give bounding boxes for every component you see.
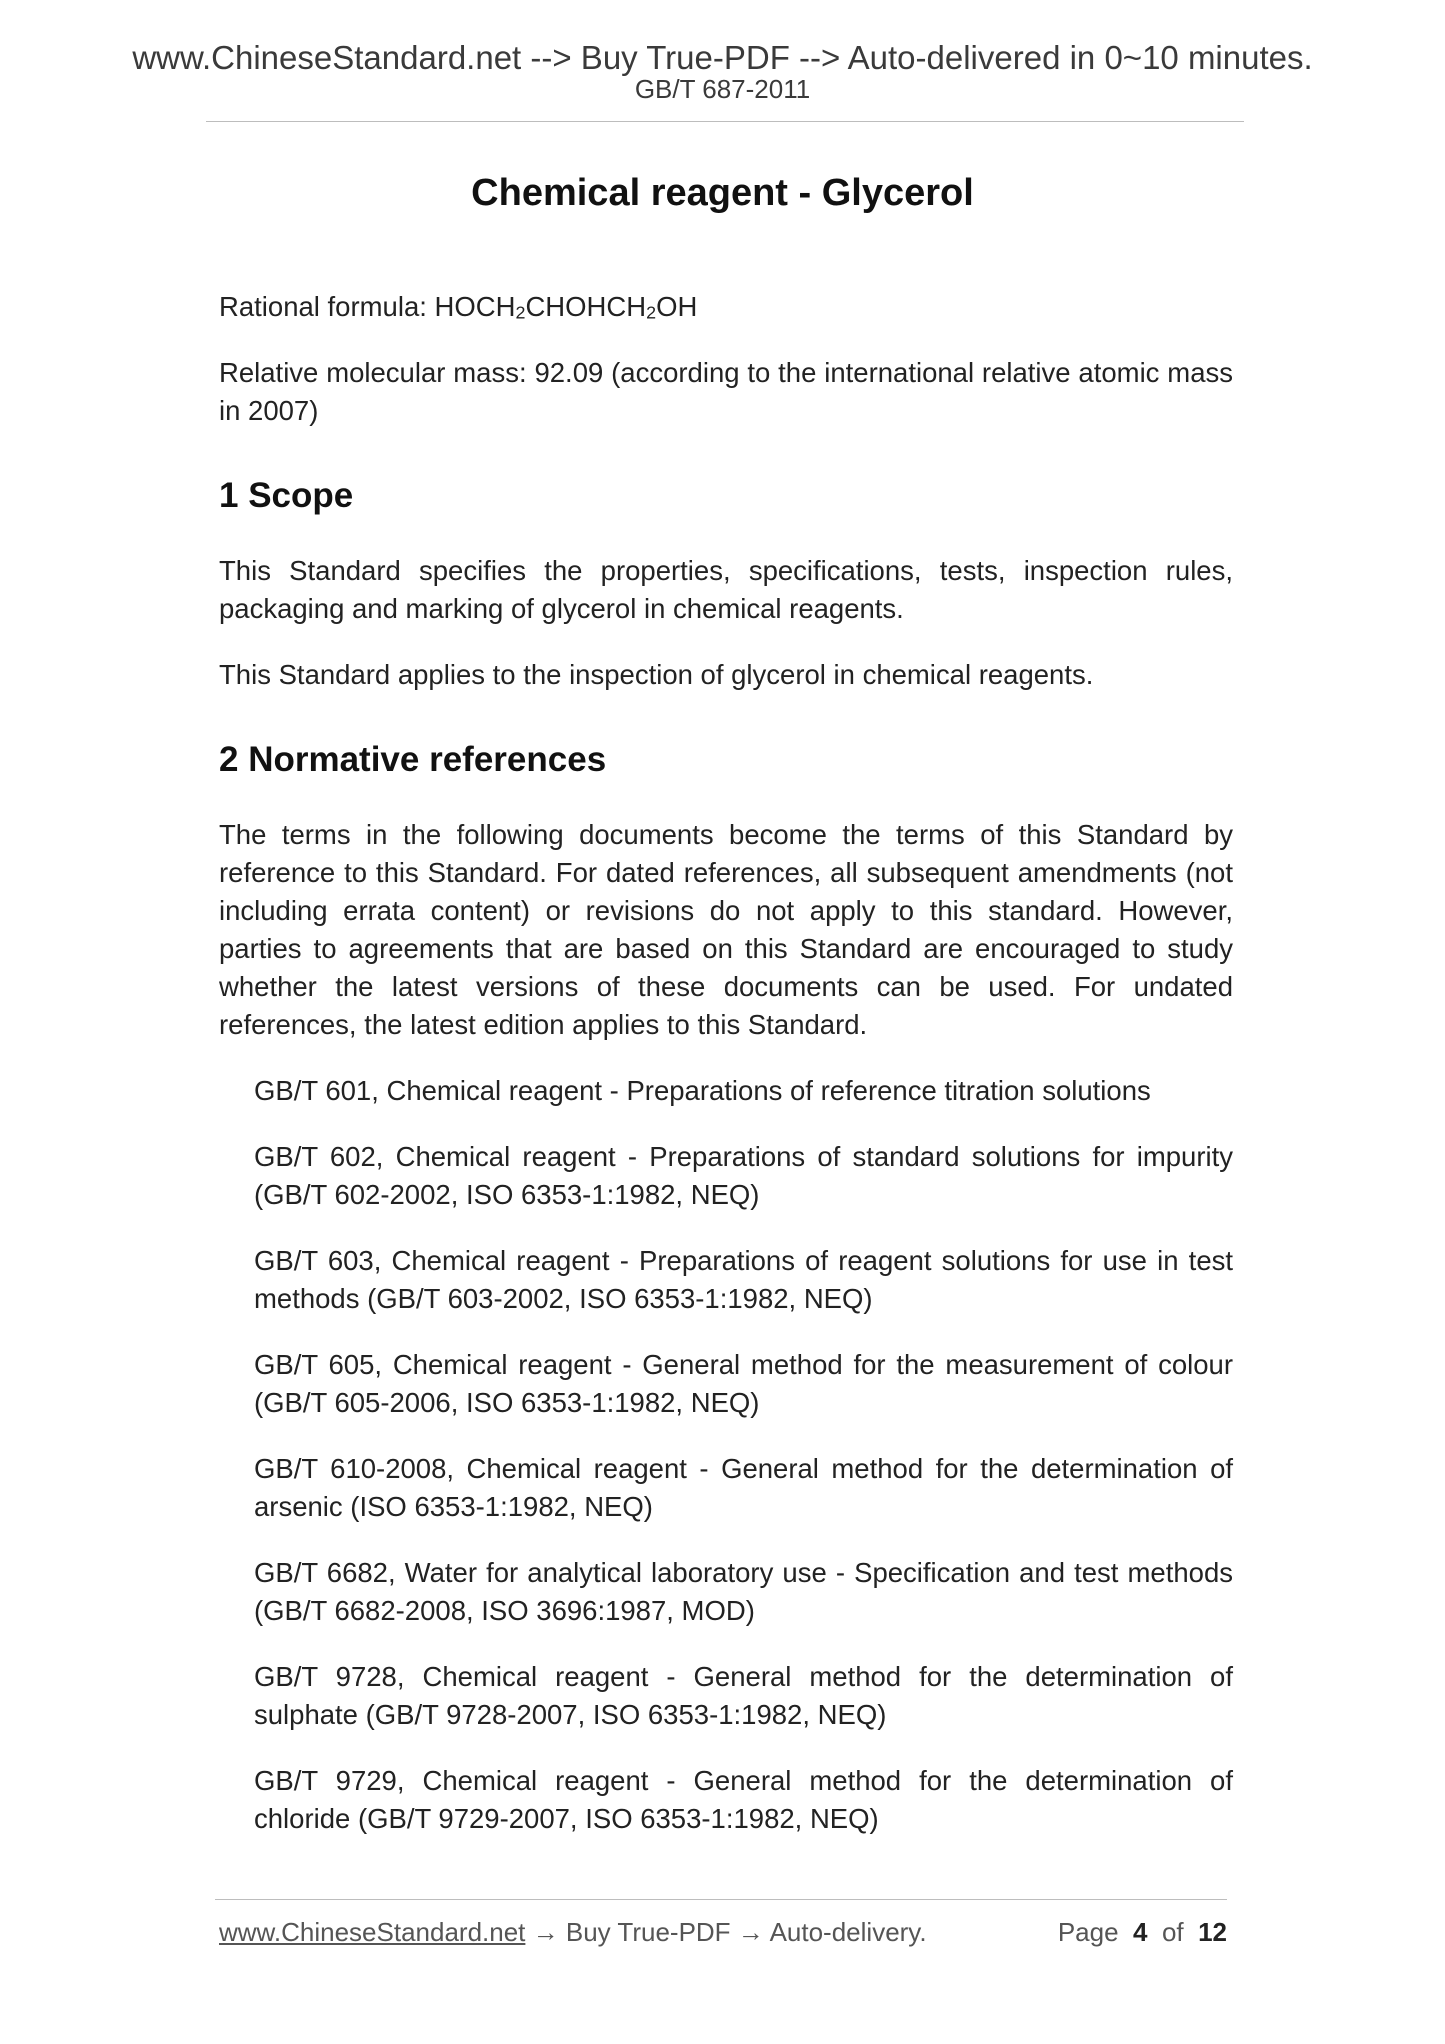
rational-formula-label: Rational formula: (219, 291, 435, 322)
formula-part: CHOHCH (525, 291, 647, 322)
molecular-mass: Relative molecular mass: 92.09 (according to the international relative atomic mass in 2007) (219, 357, 1233, 426)
formula-part: OH (656, 291, 698, 322)
page-footer (219, 1915, 1227, 1949)
reference-item: GB/T 9729, Chemical reagent - General method for the determination of chloride (GB/T 9729-2007, ISO 6353-1:1982, NEQ) (254, 1765, 1233, 1834)
document-body (219, 288, 1233, 1838)
header-divider (206, 121, 1244, 122)
section-heading-scope: 1 Scope (219, 476, 354, 515)
formula-subscript: 2 (646, 302, 657, 323)
page-label: Page (1057, 1917, 1119, 1947)
reference-item: GB/T 9728, Chemical reagent - General method for the determination of sulphate (GB/T 9728-2007, ISO 6353-1:1982, NEQ) (254, 1661, 1233, 1730)
document-title: Chemical reagent - Glycerol (471, 172, 974, 214)
total-pages: 12 (1198, 1917, 1227, 1947)
page-of-label: of (1161, 1917, 1184, 1947)
formula-subscript: 2 (515, 302, 526, 323)
reference-item: GB/T 6682, Water for analytical laboratory use - Specification and test methods (GB/T 6682-2008, ISO 3696:1987, MOD) (254, 1557, 1233, 1626)
scope-paragraph: This Standard specifies the properties, specifications, tests, inspection rules, packaging and marking of glycerol in chemical reagents. (219, 555, 1233, 624)
reference-item: GB/T 602, Chemical reagent - Preparations of standard solutions for impurity (GB/T 602-2002, ISO 6353-1:1982, NEQ) (254, 1141, 1233, 1210)
scope-paragraph: This Standard applies to the inspection of glycerol in chemical reagents. (219, 659, 1094, 690)
reference-item: GB/T 605, Chemical reagent - General method for the measurement of colour (GB/T 605-2006, ISO 6353-1:1982, NEQ) (254, 1349, 1233, 1418)
footer-site-link[interactable]: www.ChineseStandard.net (219, 1917, 526, 1947)
section-heading-normative-references: 2 Normative references (219, 740, 607, 779)
formula-part: HOCH (434, 291, 516, 322)
document-code: GB/T 687-2011 (634, 74, 811, 104)
reference-item: GB/T 601, Chemical reagent - Preparations of reference titration solutions (254, 1075, 1151, 1106)
references-intro-paragraph: The terms in the following documents become the terms of this Standard by reference to this Standard. For dated references, all subsequent amendments (not including errata content) or revisions do not apply to this standard. However, parties to agreements that are based on this Standard are encouraged to study whether the latest versions of these documents can be used. For undated references, the latest edition applies to this Standard. (219, 819, 1233, 1040)
reference-item: GB/T 610-2008, Chemical reagent - General method for the determination of arsenic (ISO 6353-1:1982, NEQ) (254, 1453, 1233, 1522)
footer-tagline: → Buy True-PDF → Auto-delivery. (525, 1917, 927, 1947)
header-banner: www.ChineseStandard.net --> Buy True-PDF --> Auto-delivered in 0~10 minutes. (132, 39, 1313, 76)
page-indicator (1058, 1915, 1227, 1949)
rational-formula (219, 288, 1233, 326)
footer-divider (215, 1899, 1227, 1900)
reference-item: GB/T 603, Chemical reagent - Preparations of reagent solutions for use in test methods (GB/T 603-2002, ISO 6353-1:1982, NEQ) (254, 1245, 1233, 1314)
page-number: 4 (1133, 1917, 1148, 1947)
